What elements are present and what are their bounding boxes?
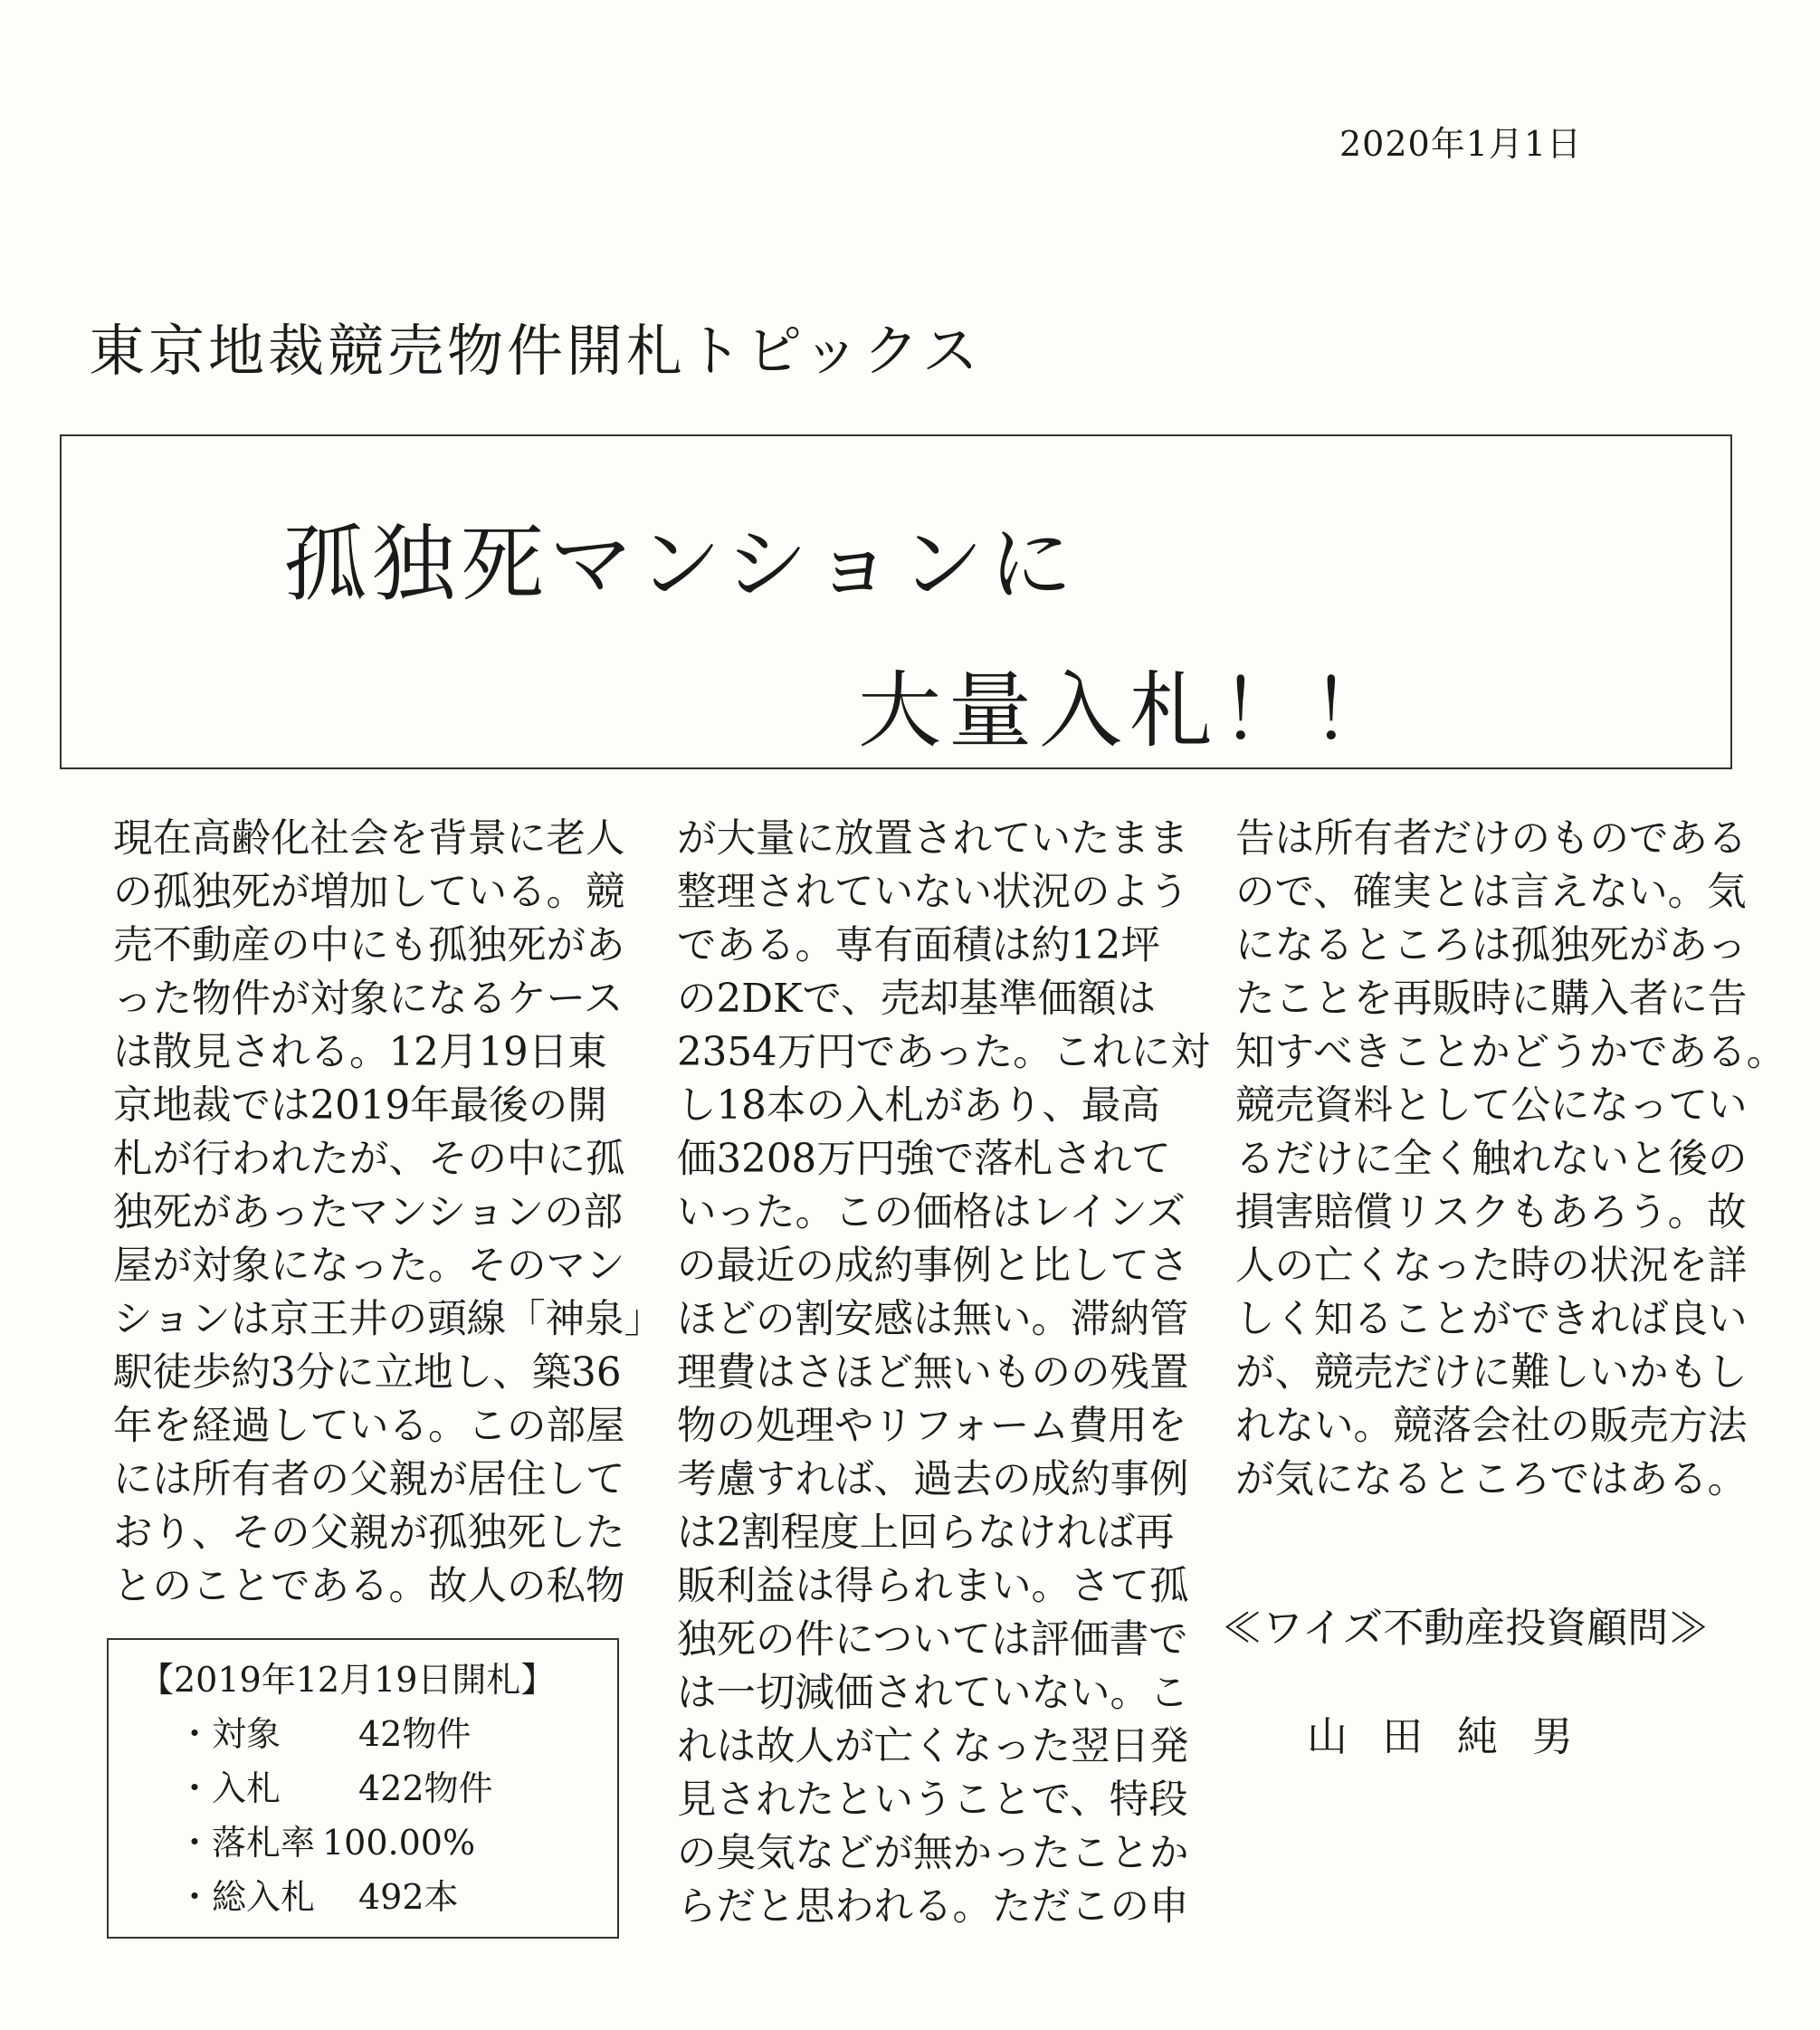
article-line: 札が行われたが、その中に孤 bbox=[113, 1137, 625, 1182]
article-line: には所有者の父親が居住して bbox=[113, 1457, 625, 1502]
article-line: が大量に放置されていたまま bbox=[677, 816, 1189, 862]
article-line: った物件が対象になるケース bbox=[113, 977, 624, 1022]
article-line: 年を経過している。この部屋 bbox=[113, 1404, 625, 1449]
article-line: の孤独死が増加している。競 bbox=[113, 870, 625, 915]
article-column-3 bbox=[1235, 813, 1786, 1507]
article-line: 物の処理やリフォーム費用を bbox=[677, 1404, 1187, 1449]
article-line: 人の亡くなった時の状況を詳 bbox=[1235, 1244, 1748, 1289]
publication-date: 2020年1月1日 bbox=[1339, 124, 1583, 164]
section-title: 東京地裁競売物件開札トピックス bbox=[89, 318, 982, 384]
article-line: おり、その父親が孤独死した bbox=[113, 1511, 625, 1556]
article-line: れは故人が亡くなった翌日発 bbox=[677, 1724, 1189, 1769]
author-name: 山田純男 bbox=[1306, 1712, 1607, 1760]
article-line: が気になるところではある。 bbox=[1235, 1457, 1748, 1502]
article-line: 独死があったマンションの部 bbox=[113, 1190, 624, 1235]
summary-value: 422物件 bbox=[358, 1768, 493, 1808]
article-line: 告は所有者だけのものである bbox=[1235, 816, 1748, 862]
article-line: 駅徒歩約3分に立地し、築36 bbox=[113, 1350, 622, 1396]
article-line: は一切減価されていない。こ bbox=[677, 1671, 1189, 1716]
summary-row-bids bbox=[177, 1761, 493, 1816]
summary-row-total bbox=[177, 1870, 459, 1924]
article-line: である。専有面積は約12坪 bbox=[677, 923, 1160, 968]
article-line: 見されたということで、特段 bbox=[677, 1777, 1188, 1823]
article-line: 京地裁では2019年最後の開 bbox=[113, 1083, 607, 1129]
summary-row-target bbox=[177, 1707, 471, 1761]
article-line: 2354万円であった。これに対 bbox=[677, 1030, 1210, 1075]
summary-value: 100.00% bbox=[322, 1823, 476, 1863]
summary-value: 492本 bbox=[358, 1877, 459, 1917]
headline-box bbox=[60, 434, 1732, 769]
headline-line-2: 大量入札！！ bbox=[858, 662, 1402, 759]
article-line: とのことである。故人の私物 bbox=[113, 1564, 625, 1609]
article-line: し18本の入札があり、最高 bbox=[677, 1083, 1160, 1129]
article-line: ので、確実とは言えない。気 bbox=[1235, 870, 1747, 915]
headline-line-1: 孤独死マンションに bbox=[283, 516, 1078, 613]
article-line: 屋が対象になった。そのマン bbox=[113, 1244, 625, 1289]
article-line: の臭気などが無かったことか bbox=[677, 1831, 1189, 1876]
summary-label: ・総入札 bbox=[177, 1877, 316, 1917]
article-line: るだけに全く触れないと後の bbox=[1235, 1137, 1748, 1182]
article-line: になるところは孤独死があっ bbox=[1235, 923, 1748, 968]
article-line: 販利益は得られまい。さて孤 bbox=[677, 1564, 1189, 1609]
article-line: 損害賠償リスクもあろう。故 bbox=[1235, 1190, 1747, 1235]
article-line: が、競売だけに難しいかもし bbox=[1235, 1350, 1748, 1396]
article-line: 整理されていない状況のよう bbox=[677, 870, 1189, 915]
article-line: 考慮すれば、過去の成約事例 bbox=[677, 1457, 1189, 1502]
article-line: 理費はさほど無いものの残置 bbox=[677, 1350, 1189, 1396]
article-line: いった。この価格はレインズ bbox=[677, 1190, 1186, 1235]
article-line: は2割程度上回らなければ再 bbox=[677, 1511, 1175, 1556]
company-signature: ≪ワイズ不動産投資顧問≫ bbox=[1222, 1604, 1710, 1652]
summary-label: ・対象 bbox=[177, 1714, 281, 1754]
summary-label: ・落札率 bbox=[177, 1823, 316, 1863]
summary-label: ・入札 bbox=[177, 1768, 281, 1808]
article-line: たことを再販時に購入者に告 bbox=[1235, 977, 1748, 1022]
article-line: しく知ることができれば良い bbox=[1235, 1297, 1748, 1342]
auction-summary-box bbox=[107, 1638, 619, 1939]
article-column-1 bbox=[113, 813, 663, 1614]
article-line: れない。競落会社の販売方法 bbox=[1235, 1404, 1748, 1449]
article-line: 価3208万円強で落札されて bbox=[677, 1137, 1171, 1182]
article-line: の最近の成約事例と比してさ bbox=[677, 1244, 1189, 1289]
article-line: ほどの割安感は無い。滞納管 bbox=[677, 1297, 1189, 1342]
article-line: ションは京王井の頭線「神泉」 bbox=[113, 1297, 664, 1342]
article-line: の2DKで、売却基準価額は bbox=[677, 977, 1157, 1022]
article-column-2 bbox=[677, 813, 1210, 1934]
summary-row-rate bbox=[177, 1816, 475, 1870]
article-line: らだと思われる。ただこの申 bbox=[677, 1884, 1189, 1930]
article-line: 売不動産の中にも孤独死があ bbox=[113, 923, 625, 968]
article-line: 独死の件については評価書で bbox=[677, 1617, 1188, 1663]
summary-title: 【2019年12月19日開札】 bbox=[139, 1660, 556, 1700]
article-line: 競売資料として公になってい bbox=[1235, 1083, 1748, 1129]
article-line: 現在高齢化社会を背景に老人 bbox=[113, 816, 625, 862]
summary-value: 42物件 bbox=[358, 1714, 472, 1754]
article-line: は散見される。12月19日東 bbox=[113, 1030, 607, 1075]
article-line: 知すべきことかどうかである。 bbox=[1235, 1030, 1787, 1075]
